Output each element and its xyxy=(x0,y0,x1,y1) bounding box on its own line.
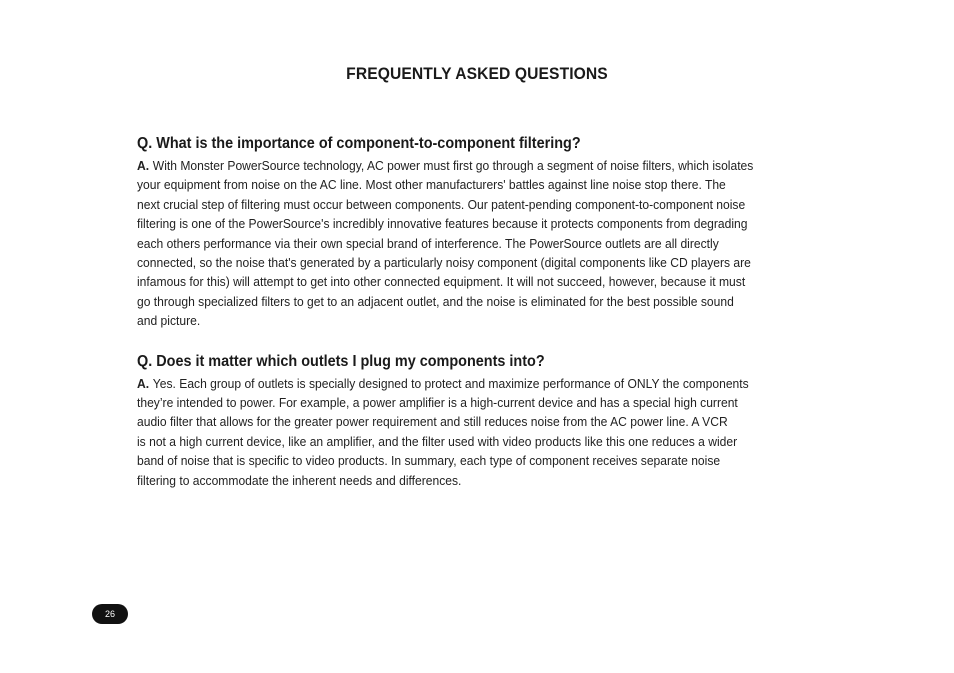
answer-line: filtering is one of the PowerSource's incredibly innovative features because it protects components from degrading xyxy=(137,216,748,232)
answer-line: infamous for this) will attempt to get into other connected equipment. It will not succeed, however, because it must xyxy=(137,274,746,290)
faq-answer xyxy=(137,374,816,490)
answer-line: filtering to accommodate the inherent needs and differences. xyxy=(137,472,462,488)
answer-line: connected, so the noise that's generated by a particularly noisy component (digital components like CD players are xyxy=(137,255,751,271)
answer-line: band of noise that is specific to video products. In summary, each type of component receives separate noise xyxy=(137,453,721,469)
faq-content xyxy=(137,133,815,510)
faq-question: Q. Does it matter which outlets I plug my components into? xyxy=(137,352,545,370)
page-number-badge: 26 xyxy=(92,604,128,624)
page-title: FREQUENTLY ASKED QUESTIONS xyxy=(346,64,608,83)
answer-line: they’re intended to power. For example, a power amplifier is a high-current device and has a special high current xyxy=(137,395,738,411)
answer-prefix: A. xyxy=(137,158,150,173)
answer-line: is not a high current device, like an amplifier, and the filter used with video products like this one reduces a wider xyxy=(137,433,738,449)
answer-line xyxy=(137,156,816,175)
answer-line: each others performance via their own special brand of interference. The PowerSource outlets are all directly xyxy=(137,235,719,251)
answer-prefix: A. xyxy=(137,375,150,391)
answer-text: Yes. Each group of outlets is specially designed to protect and maximize performance of ONLY the components xyxy=(152,375,749,391)
faq-item-outlets xyxy=(137,351,815,490)
answer-line: your equipment from noise on the AC line. Most other manufacturers' battles against line noise stop there. The xyxy=(137,177,726,193)
faq-answer xyxy=(137,156,816,331)
answer-line: next crucial step of filtering must occur between components. Our patent-pending component-to-component noise xyxy=(137,196,746,212)
faq-item-filtering xyxy=(137,133,815,331)
answer-line: go through specialized filters to get to an adjacent outlet, and the noise is eliminated for the best possible sound xyxy=(137,293,734,309)
answer-text: With Monster PowerSource technology, AC power must first go through a segment of noise filters, which isolates xyxy=(152,158,754,173)
faq-question: Q. What is the importance of component-to-component filtering? xyxy=(137,135,581,152)
answer-line: audio filter that allows for the greater power requirement and still reduces noise from the AC power line. A VCR xyxy=(137,414,728,430)
answer-line xyxy=(137,374,816,393)
answer-line: and picture. xyxy=(137,313,201,329)
